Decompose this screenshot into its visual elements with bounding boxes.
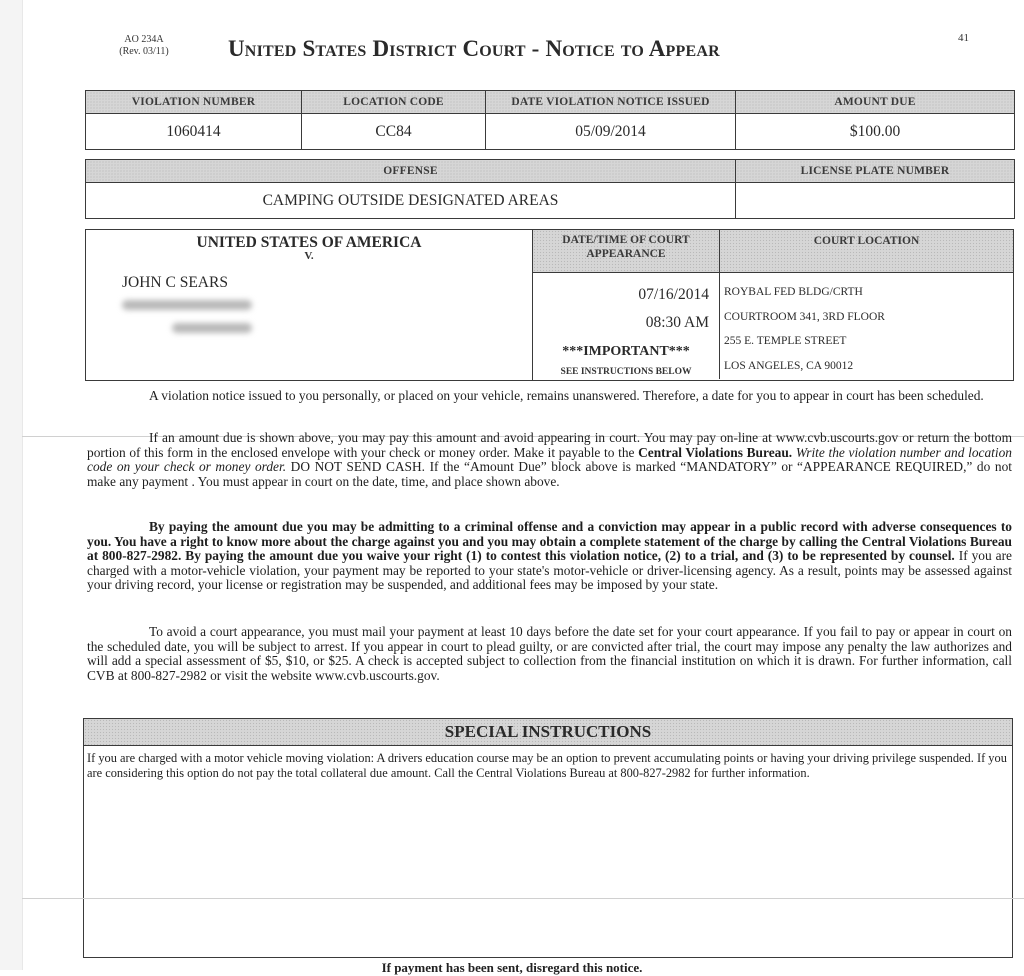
check-instructions-text: Write the violation number and location code on your check or money order.	[87, 444, 1012, 475]
notice-paragraph-1	[87, 389, 1012, 404]
payment-instructions-text: If an amount due is shown above, you may pay this amount and avoid appearing in court. You may pay on-line at www.cvb.uscourts.gov or return the bottom portion of this form in the enclosed envelope with your check or money order. Make it payable to the	[87, 430, 1012, 460]
violation-number: 1060414	[86, 114, 302, 150]
court-location-line: LOS ANGELES, CA 90012	[724, 360, 854, 372]
appearance-header: DATE/TIME OF COURT APPEARANCE	[533, 230, 719, 273]
no-cash-text: DO NOT SEND CASH. If the “Amount Due” block above is marked “MANDATORY” or “APPEARANCE REQUIRED,” do not make any payment . You must appear in court on the date, time, and place shown above.	[87, 459, 1012, 489]
date-issued: 05/09/2014	[486, 114, 736, 150]
license-plate-header: LICENSE PLATE NUMBER	[736, 160, 1015, 183]
special-instructions-header: SPECIAL INSTRUCTIONS	[84, 719, 1012, 746]
notice-paragraph-1-text: A violation notice issued to you personally, or placed on your vehicle, remains unanswered. Therefore, a date for you to appear in court has been scheduled.	[149, 388, 984, 403]
special-instructions-body: If you are charged with a motor vehicle moving violation: A drivers education course may be an option to prevent accumulating points or having your driving privilege suspended. If you are considering this option do not pay the total collateral due amount. Call the Central Violations Bureau at 800-827-2982 for further information.	[87, 751, 1007, 780]
page-number: 41	[958, 32, 969, 44]
page-title: United States District Court - Notice to Appear	[228, 36, 720, 61]
notice-paragraph-2	[87, 431, 1012, 489]
violation-table	[85, 90, 1015, 150]
violation-header-row	[86, 91, 1015, 114]
redacted-address-line-1	[122, 300, 252, 310]
redacted-address-line-2	[172, 323, 252, 333]
form-number: AO 234A	[124, 34, 164, 45]
cvb-name: Central Violations Bureau.	[638, 444, 793, 460]
offense-table	[85, 159, 1015, 219]
court-location-line: ROYBAL FED BLDG/CRTH	[724, 286, 863, 298]
date-issued-header: DATE VIOLATION NOTICE ISSUED	[486, 91, 736, 114]
court-appearance-box	[533, 229, 1014, 381]
plaintiff: UNITED STATES OF AMERICA	[196, 234, 422, 251]
court-appearance-text: To avoid a court appearance, you must mail your payment at least 10 days before the date set for your court appearance. If you fail to pay or appear in court on the scheduled date, you will be subject to arrest. If you appear in court to plead guilty, or are convicted after trial, the court may impose any penalty the law authorizes and will add a special assessment of $5, $10, or $25. A check is accepted subject to collection from the financial institution on which it is drawn. For further information, call CVB at 800-827-2982 or visit the website www.cvb.uscourts.gov.	[87, 624, 1012, 683]
case-caption	[85, 229, 533, 381]
important-label: ***IMPORTANT***	[562, 344, 690, 359]
notice-paragraph-3	[87, 520, 1012, 593]
court-location-header: COURT LOCATION	[720, 230, 1013, 273]
appearance-time: 08:30 AM	[645, 314, 709, 331]
court-location-line: 255 E. TEMPLE STREET	[724, 335, 847, 347]
form-revision: (Rev. 03/11)	[119, 46, 169, 57]
offense-header: OFFENSE	[86, 160, 736, 183]
amount-due-header: AMOUNT DUE	[736, 91, 1015, 114]
footer-note: If payment has been sent, disregard this notice.	[381, 960, 643, 975]
versus: V.	[304, 250, 314, 262]
see-instructions-label: SEE INSTRUCTIONS BELOW	[560, 367, 692, 377]
motor-vehicle-text: If you are charged with a motor-vehicle violation, your payment may be reported to your state's motor-vehicle or driver-licensing agency. As a result, points may be assessed against your driving record, your license or registration may be suspended, and additional fees may be imposed by your state.	[87, 548, 1012, 593]
amount-due: $100.00	[736, 114, 1015, 150]
location-code: CC84	[302, 114, 486, 150]
form-identifier	[112, 34, 176, 58]
court-location-line: COURTROOM 341, 3RD FLOOR	[724, 311, 885, 323]
defendant-name: JOHN C SEARS	[122, 274, 228, 291]
location-code-header: LOCATION CODE	[302, 91, 486, 114]
offense-description: CAMPING OUTSIDE DESIGNATED AREAS	[86, 183, 736, 219]
rights-warning-text: By paying the amount due you may be admitting to a criminal offense and a conviction may appear in a public record with adverse consequences to you. You have a right to know more about the charge against you and you may obtain a complete statement of the charge by calling the Central Violations Bureau at 800-827-2982. By paying the amount due you waive your right (1) to contest this violation notice, (2) to a trial, and (3) to be represented by counsel.	[87, 519, 1012, 564]
offense-value-row	[86, 183, 1015, 219]
special-instructions-box	[83, 718, 1013, 958]
paper-fold-line	[22, 898, 1024, 899]
offense-header-row	[86, 160, 1015, 183]
notice-paragraph-4	[87, 625, 1012, 683]
appearance-column	[533, 230, 720, 379]
appearance-date: 07/16/2014	[638, 286, 709, 303]
violation-value-row	[86, 114, 1015, 150]
violation-number-header: VIOLATION NUMBER	[86, 91, 302, 114]
scan-margin	[0, 0, 23, 970]
license-plate-number	[736, 183, 1015, 219]
